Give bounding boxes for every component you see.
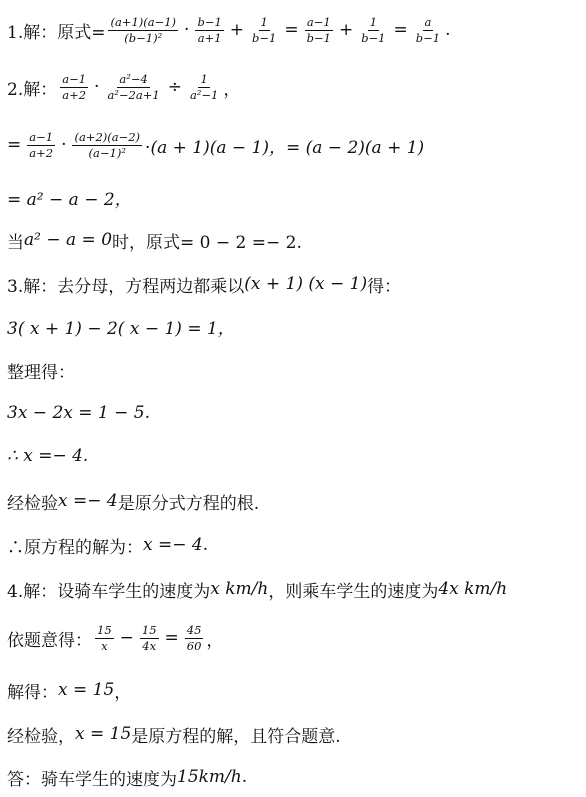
operator: · bbox=[94, 77, 100, 97]
solution-3-step-2 bbox=[7, 350, 75, 390]
numerator: a−1 bbox=[62, 72, 87, 87]
denominator: x bbox=[101, 638, 108, 653]
operator: · bbox=[184, 20, 190, 40]
solution-3-step-3 bbox=[7, 393, 150, 433]
text: 3.解：去分母，方程两边都乘以 bbox=[7, 276, 245, 297]
solution-4-equation bbox=[7, 618, 223, 658]
solution-4-check bbox=[7, 714, 341, 754]
denominator: a²−2a+1 bbox=[107, 87, 160, 102]
denominator: a+1 bbox=[197, 30, 222, 45]
fraction bbox=[140, 623, 159, 653]
text: 经检验， bbox=[7, 726, 75, 747]
line-label: 依题意得： bbox=[7, 630, 92, 651]
expression: 3x − 2x = 1 − 5. bbox=[7, 403, 150, 423]
denominator: a+2 bbox=[29, 145, 54, 160]
expression: x =− 4 bbox=[143, 535, 203, 555]
numerator: a bbox=[424, 15, 432, 30]
denominator: b−1 bbox=[415, 30, 441, 45]
text: 经检验 bbox=[7, 493, 58, 514]
expression: ∴ x =− 4. bbox=[7, 446, 89, 466]
expression: x = 15 bbox=[75, 724, 132, 744]
solution-2-step-2 bbox=[7, 177, 132, 217]
text: 得： bbox=[367, 276, 402, 297]
denominator: a+2 bbox=[62, 87, 87, 102]
fraction bbox=[72, 130, 142, 160]
text: ∴原方程的解为： bbox=[7, 537, 143, 558]
fraction bbox=[359, 15, 387, 45]
text: 解得： bbox=[7, 682, 58, 703]
expression: 3( x + 1) − 2( x − 1) = 1， bbox=[7, 318, 235, 339]
solution-3-check bbox=[7, 481, 259, 521]
text: . bbox=[202, 535, 209, 555]
fraction bbox=[95, 623, 114, 653]
fraction bbox=[414, 15, 442, 45]
fraction bbox=[195, 15, 223, 45]
denominator: 60 bbox=[186, 638, 202, 653]
expression: a² − a = 0 bbox=[24, 230, 113, 250]
operator: · bbox=[61, 135, 67, 155]
denominator: b−1 bbox=[361, 30, 386, 45]
numerator: 1 bbox=[369, 15, 378, 30]
text: ，则乘车学生的速度为 bbox=[268, 581, 439, 602]
text: ， bbox=[114, 682, 132, 703]
numerator: a²−4 bbox=[119, 72, 148, 87]
solution-4-line bbox=[7, 569, 507, 609]
solution-4-answer bbox=[7, 757, 247, 797]
denominator: b−1 bbox=[306, 30, 331, 45]
text: 4.解：设骑车学生的速度为 bbox=[7, 581, 211, 602]
operator: = bbox=[393, 20, 408, 40]
solution-1-line bbox=[7, 10, 451, 50]
expression: = a² − a − 2， bbox=[7, 189, 132, 210]
numerator: a−1 bbox=[306, 15, 331, 30]
fraction bbox=[27, 130, 55, 160]
text: . bbox=[241, 767, 248, 787]
solution-2-step-1 bbox=[7, 125, 424, 165]
numerator: (a+1)(a−1) bbox=[110, 15, 177, 30]
solution-2-result bbox=[7, 220, 302, 260]
operator: + bbox=[229, 20, 245, 40]
numerator: 15 bbox=[97, 623, 112, 638]
numerator: 1 bbox=[260, 15, 268, 30]
solution-3-step-1 bbox=[7, 306, 235, 346]
fraction bbox=[108, 15, 178, 45]
text: 整理得： bbox=[7, 362, 75, 383]
solution-2-line bbox=[7, 67, 240, 107]
line-label: 1.解：原式= bbox=[7, 22, 106, 43]
expression: x = 15 bbox=[58, 680, 115, 700]
expression: (x + 1) (x − 1) bbox=[244, 274, 368, 294]
expression: ·(a + 1)(a − 1)，= (a − 2)(a + 1) bbox=[145, 137, 425, 158]
numerator: 1 bbox=[200, 72, 208, 87]
line-end: ， bbox=[206, 630, 224, 651]
line-end: . bbox=[445, 20, 451, 40]
numerator: 45 bbox=[186, 623, 202, 638]
solution-3-step-4 bbox=[7, 436, 88, 476]
operator: + bbox=[338, 20, 354, 40]
operator: = bbox=[7, 135, 22, 155]
fraction bbox=[185, 623, 204, 653]
operator: = bbox=[164, 628, 179, 648]
fraction bbox=[305, 15, 333, 45]
denominator: (b−1)² bbox=[124, 30, 163, 45]
expression: 15km/h bbox=[177, 767, 242, 787]
operator: = bbox=[284, 20, 299, 40]
expression: x =− 4 bbox=[58, 491, 118, 511]
expression: 4x km/h bbox=[438, 579, 508, 599]
text: 时，原式= 0 − 2 =− 2. bbox=[112, 232, 302, 253]
numerator: a−1 bbox=[29, 130, 54, 145]
solution-3-line bbox=[7, 264, 401, 304]
text: 答：骑车学生的速度为 bbox=[7, 769, 177, 790]
operator: − bbox=[119, 628, 134, 648]
fraction bbox=[60, 72, 88, 102]
fraction bbox=[105, 72, 161, 102]
numerator: b−1 bbox=[197, 15, 222, 30]
text: 当 bbox=[7, 232, 24, 253]
fraction bbox=[250, 15, 278, 45]
operator: ÷ bbox=[167, 77, 182, 97]
solution-4-step-1 bbox=[7, 670, 131, 710]
text: 是原方程的解，且符合题意. bbox=[131, 726, 341, 747]
denominator: 4x bbox=[142, 638, 157, 653]
line-end: ， bbox=[223, 79, 241, 100]
line-label: 2.解： bbox=[7, 79, 58, 100]
fraction bbox=[188, 72, 220, 102]
denominator: a²−1 bbox=[189, 87, 219, 102]
denominator: (a−1)² bbox=[88, 145, 126, 160]
text: 是原分式方程的根. bbox=[117, 493, 260, 514]
expression: x km/h bbox=[210, 579, 269, 599]
numerator: (a+2)(a−2) bbox=[74, 130, 141, 145]
numerator: 15 bbox=[141, 623, 157, 638]
solution-3-answer bbox=[7, 525, 208, 565]
denominator: b−1 bbox=[252, 30, 277, 45]
